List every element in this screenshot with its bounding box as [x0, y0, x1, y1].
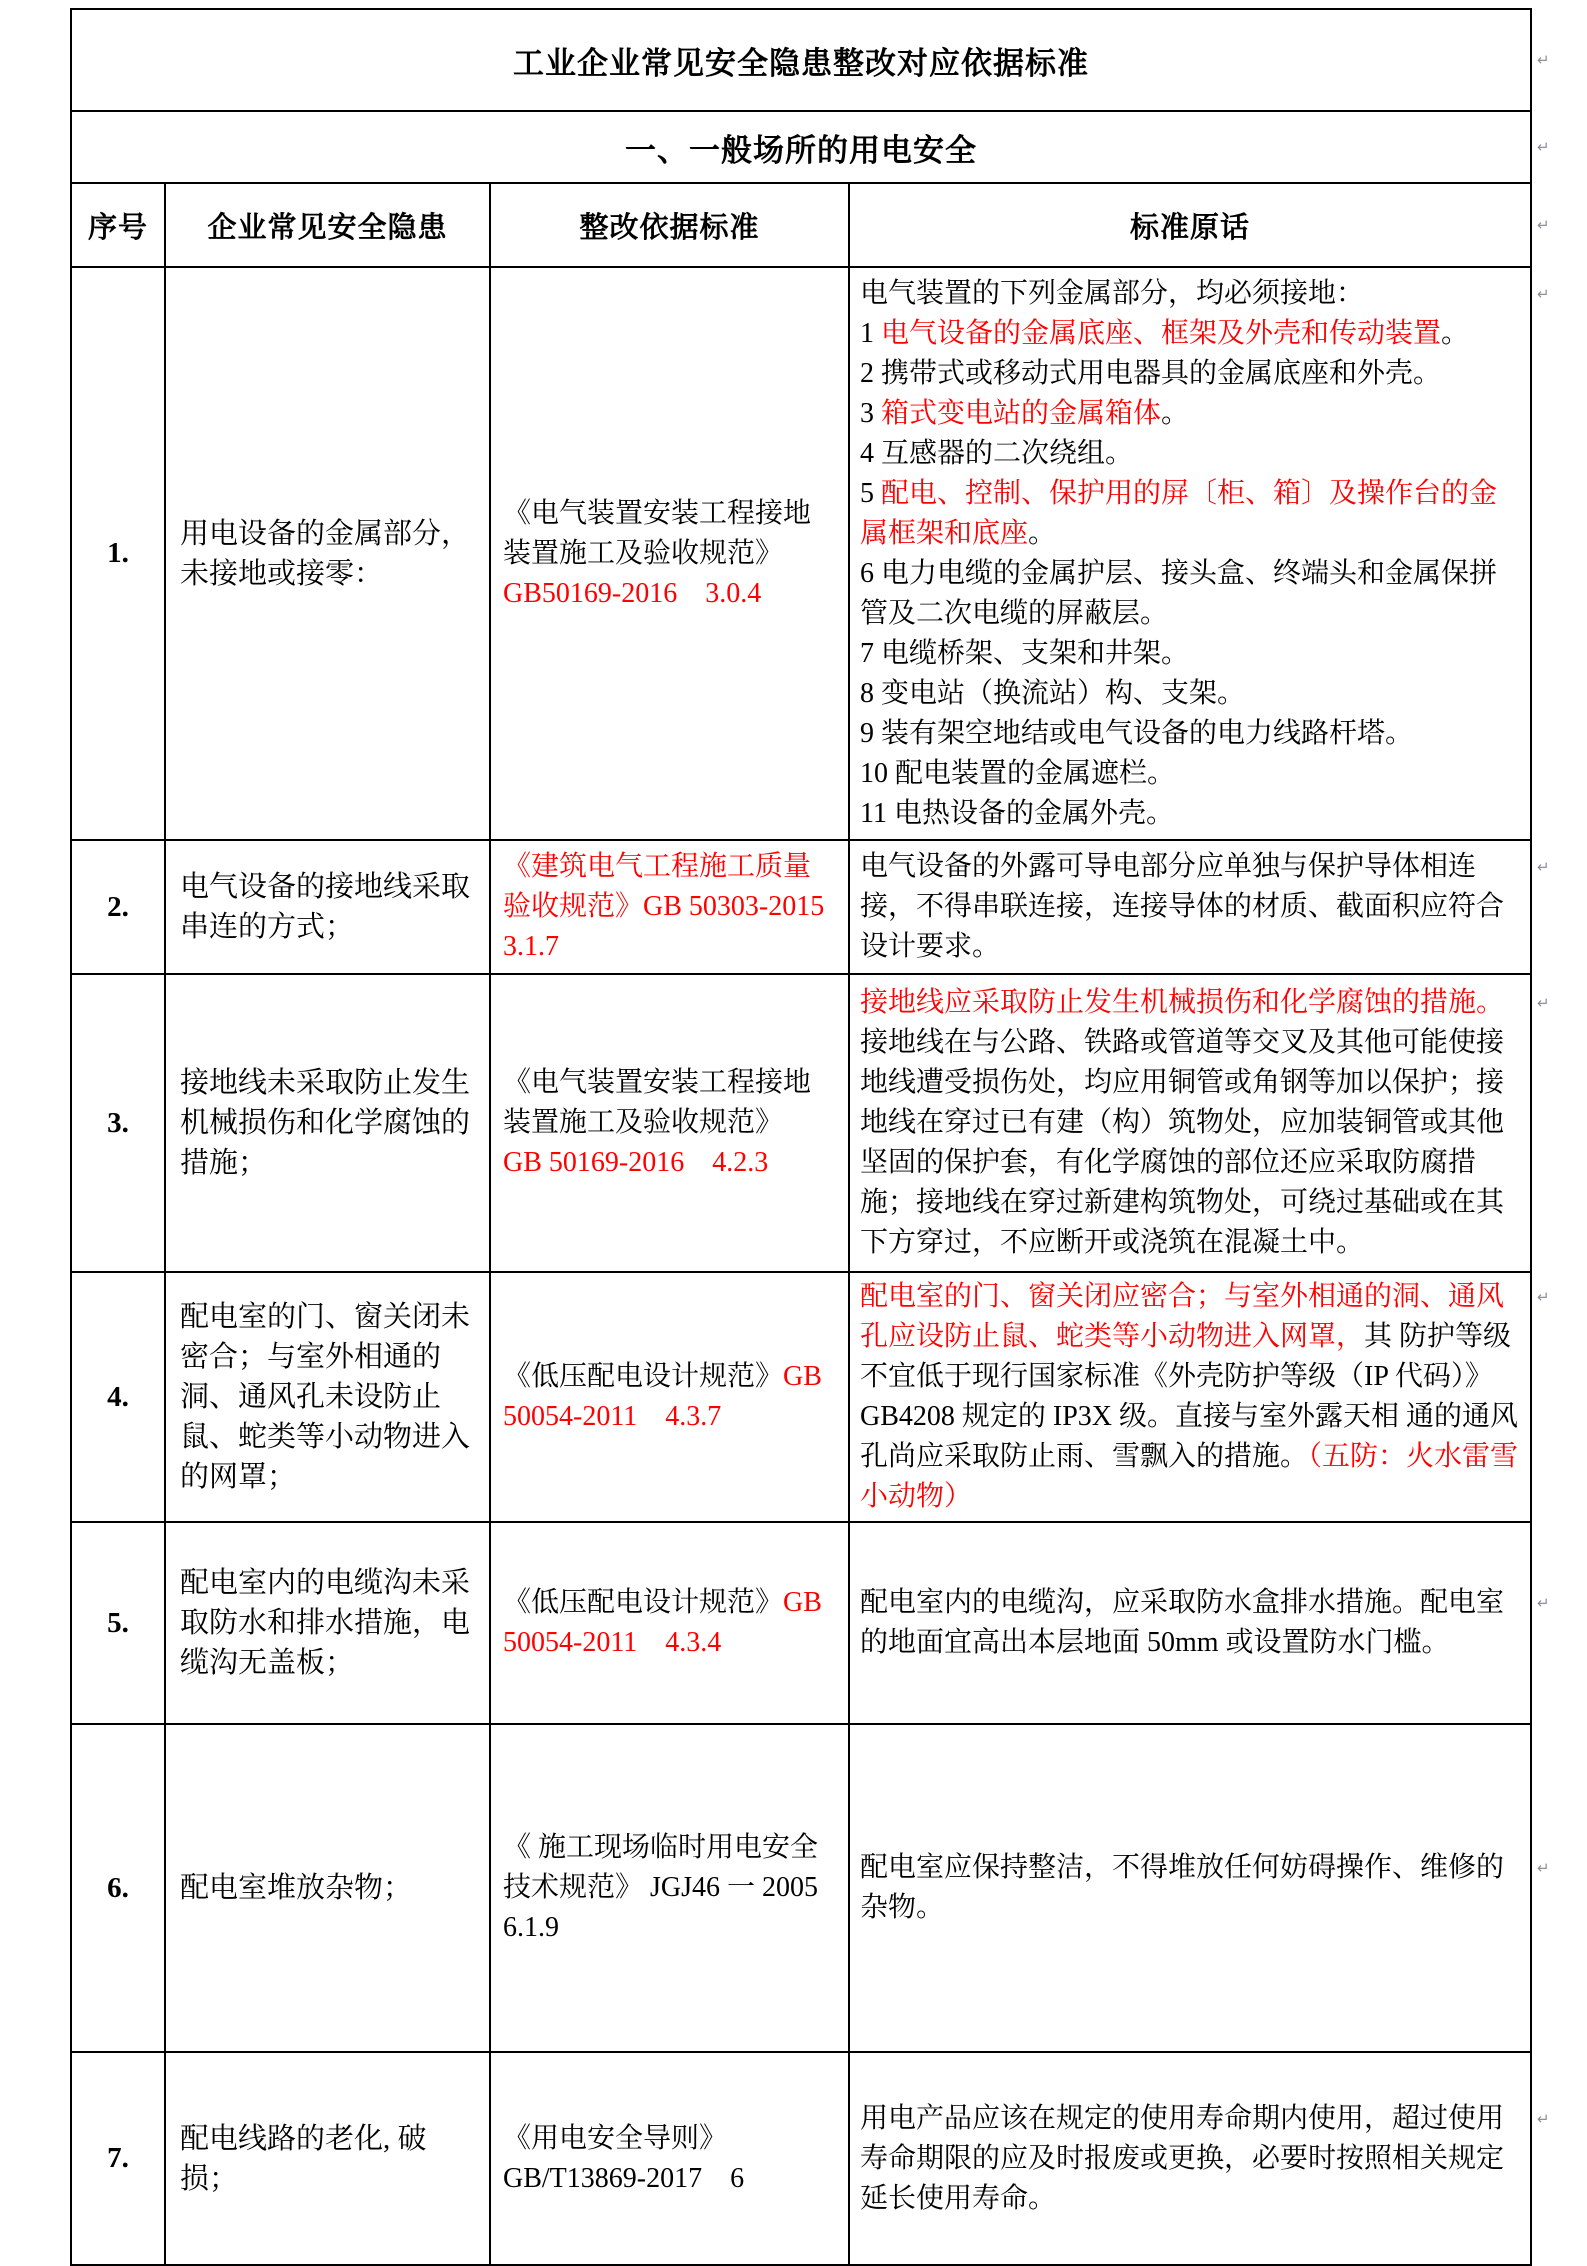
- text-segment: 电气设备的金属底座、框架及外壳和传动装置: [881, 317, 1442, 349]
- paragraph-mark-icon: ↵: [1537, 1859, 1550, 1877]
- cell-hazard: [165, 974, 490, 1272]
- paragraph-mark-icon: ↵: [1537, 994, 1550, 1012]
- cell-serial-number: 4.: [71, 1272, 165, 1522]
- cell-hazard: [165, 840, 490, 974]
- paragraph: [860, 714, 1522, 754]
- table-row: [71, 1724, 1531, 2052]
- paragraph: [180, 2119, 475, 2199]
- text-segment: 。: [1028, 517, 1057, 549]
- paragraph: [503, 1828, 838, 1948]
- text-segment: 接地线在与公路、铁路或管道等交叉及其他可能使接地线遭受损伤处，均应用铜管或角钢等加以保护；接地线在穿过已有建（构）筑物处，应加装铜管或其他坚固的保护套，有化学腐蚀的部位还应采取防腐措施；接地线在穿过新建构筑物处，可绕过基础或在其下方穿过，不应断开或浇筑在混凝土中。: [860, 1027, 1505, 1258]
- col-header-hazard: 企业常见安全隐患: [165, 183, 490, 267]
- paragraph-mark-icon: ↵: [1537, 2110, 1550, 2128]
- paragraph: [503, 2159, 838, 2199]
- paragraph: [180, 1297, 475, 1497]
- cell-original: [849, 267, 1531, 840]
- text-segment: GB 50169-2016 4.2.3: [503, 1147, 769, 1178]
- text-segment: 电气装置的下列金属部分，均必须接地：: [860, 277, 1365, 309]
- text-segment: 电气设备的外露可导电部分应单独与保护导体相连接，不得串联连接，连接导体的材质、截面积应符合设计要求。: [860, 851, 1505, 962]
- paragraph: [503, 494, 838, 574]
- cell-serial-number: 5.: [71, 1522, 165, 1724]
- cell-serial-number: 1.: [71, 267, 165, 840]
- text-segment: 《电气装置安装工程接地装置施工及验收规范》: [503, 497, 812, 569]
- cell-serial-number: 6.: [71, 1724, 165, 2052]
- cell-serial-number: 7.: [71, 2052, 165, 2265]
- text-segment: 接地线应采取防止发生机械损伤和化学腐蚀的措施。: [860, 987, 1505, 1018]
- paragraph-mark-icon: ↵: [1537, 51, 1550, 69]
- text-segment: 配电、控制、保护用的屏〔柜、箱〕及操作台的金属框架和底座: [860, 477, 1498, 549]
- text-segment: 11 电热设备的金属外壳。: [860, 797, 1174, 829]
- cell-original: [849, 1724, 1531, 2052]
- cell-hazard: [165, 1272, 490, 1522]
- cell-standard: [490, 2052, 849, 2265]
- text-segment: 《电气装置安装工程接地装置施工及验收规范》: [503, 1067, 812, 1138]
- cell-hazard: [165, 267, 490, 840]
- paragraph: [860, 1583, 1522, 1663]
- text-segment: 《建筑电气工程施工质量验收规范》GB 50303-2015 3.1.7: [503, 851, 825, 962]
- paragraph-mark-icon: ↵: [1537, 216, 1550, 234]
- paragraph: [503, 574, 838, 614]
- paragraph: [860, 794, 1522, 834]
- text-segment: 8 变电站（换流站）构、支架。: [860, 677, 1246, 709]
- cell-original: [849, 1272, 1531, 1522]
- table-row: [71, 2052, 1531, 2265]
- paragraph: [860, 1023, 1522, 1263]
- paragraph: [180, 514, 475, 594]
- paragraph: [503, 1583, 838, 1663]
- paragraph-mark-icon: ↵: [1537, 1594, 1550, 1612]
- paragraph-mark-icon: ↵: [1537, 1288, 1550, 1306]
- text-segment: 箱式变电站的金属箱体: [881, 397, 1162, 429]
- paragraph: [860, 634, 1522, 674]
- table-row: [71, 840, 1531, 974]
- cell-hazard: [165, 2052, 490, 2265]
- cell-original: [849, 2052, 1531, 2265]
- paragraph: [503, 1357, 838, 1437]
- paragraph: [180, 1063, 475, 1183]
- paragraph: [860, 1848, 1522, 1928]
- cell-hazard: [165, 1522, 490, 1724]
- text-segment: 《低压配电设计规范》: [503, 1587, 784, 1618]
- header-row: [71, 183, 1531, 267]
- text-segment: 《 施工现场临时用电安全技术规范》 JGJ46 一 2005 6.1.9: [503, 1832, 819, 1943]
- cell-original: [849, 1522, 1531, 1724]
- text-segment: GB/T13869-2017 6: [503, 2162, 745, 2194]
- text-segment: GB 50054-2011 4.3.7: [503, 1361, 822, 1432]
- table-row: [71, 267, 1531, 840]
- text-segment: 《低压配电设计规范》: [503, 1361, 784, 1392]
- text-segment: 7 电缆桥架、支架和井架。: [860, 637, 1190, 669]
- cell-standard: [490, 974, 849, 1272]
- section-row: [71, 111, 1531, 183]
- text-segment: 配电室的门、窗关闭应密合；与室外相通的洞、通风孔应设防止鼠、蛇类等小动物进入网罩，: [860, 1281, 1505, 1352]
- text-segment: 3: [860, 397, 881, 429]
- text-segment: GB 50054-2011 4.3.4: [503, 1587, 822, 1658]
- paragraph: [860, 434, 1522, 474]
- paragraph: [860, 274, 1522, 314]
- standards-table: [70, 8, 1532, 2266]
- text-segment: 。: [1161, 397, 1190, 429]
- paragraph: [503, 847, 838, 967]
- text-segment: 2 携带式或移动式用电器具的金属底座和外壳。: [860, 357, 1442, 389]
- cell-standard: [490, 1522, 849, 1724]
- paragraph: [503, 1063, 838, 1143]
- paragraph: [860, 674, 1522, 714]
- cell-standard: [490, 1272, 849, 1522]
- paragraph: [860, 754, 1522, 794]
- cell-original: [849, 840, 1531, 974]
- paragraph: [860, 847, 1522, 967]
- text-segment: GB50169-2016 3.0.4: [503, 577, 762, 609]
- text-segment: 6 电力电缆的金属护层、接头盒、终端头和金属保拼管及二次电缆的屏蔽层。: [860, 557, 1498, 629]
- col-header-original: 标准原话: [849, 183, 1531, 267]
- text-segment: 9 装有架空地结或电气设备的电力线路杆塔。: [860, 717, 1414, 749]
- paragraph: [503, 1143, 838, 1183]
- text-segment: 10 配电装置的金属遮栏。: [860, 757, 1176, 789]
- paragraph: [180, 867, 475, 947]
- col-header-standard: 整改依据标准: [490, 183, 849, 267]
- text-segment: 1: [860, 317, 881, 349]
- paragraph: [860, 1277, 1522, 1517]
- section-title: 一、一般场所的用电安全: [71, 111, 1531, 183]
- text-segment: 配电线路的老化, 破损；: [180, 2122, 427, 2195]
- paragraph: [860, 2099, 1522, 2219]
- text-segment: 电气设备的接地线采取串连的方式；: [180, 871, 471, 943]
- table-row: [71, 1522, 1531, 1724]
- document-title: 工业企业常见安全隐患整改对应依据标准: [71, 9, 1531, 111]
- cell-standard: [490, 267, 849, 840]
- paragraph: [860, 394, 1522, 434]
- paragraph-mark-icon: ↵: [1537, 285, 1550, 303]
- paragraph: [180, 1868, 475, 1908]
- col-header-no: 序号: [71, 183, 165, 267]
- paragraph: [860, 354, 1522, 394]
- text-segment: 用电设备的金属部分，未接地或接零：: [180, 517, 471, 590]
- text-segment: 。: [1441, 317, 1470, 349]
- text-segment: 《用电安全导则》: [503, 2122, 728, 2154]
- paragraph: [860, 983, 1522, 1023]
- text-segment: 配电室内的电缆沟，应采取防水盒排水措施。配电室的地面宜高出本层地面 50mm 或设置防水门槛。: [860, 1587, 1505, 1658]
- cell-hazard: [165, 1724, 490, 2052]
- text-segment: 4 互感器的二次绕组。: [860, 437, 1134, 469]
- text-segment: 配电室应保持整洁，不得堆放任何妨碍操作、维修的杂物。: [860, 1852, 1505, 1923]
- text-segment: 配电室堆放杂物；: [180, 1872, 413, 1904]
- text-segment: 配电室的门、窗关闭未密合；与室外相通的洞、通风孔未设防止鼠、蛇类等小动物进入的网罩；: [180, 1301, 471, 1493]
- paragraph-mark-icon: ↵: [1537, 858, 1550, 876]
- table-row: [71, 974, 1531, 1272]
- paragraph: [860, 554, 1522, 634]
- text-segment: 用电产品应该在规定的使用寿命期内使用，超过使用寿命期限的应及时报废或更换，必要时按照相关规定延长使用寿命。: [860, 2102, 1505, 2214]
- title-row: [71, 9, 1531, 111]
- text-segment: 配电室内的电缆沟未采取防水和排水措施，电缆沟无盖板；: [180, 1567, 471, 1679]
- text-segment: 接地线未采取防止发生机械损伤和化学腐蚀的措施；: [180, 1067, 471, 1179]
- table-row: [71, 1272, 1531, 1522]
- table-body: [71, 267, 1531, 2265]
- text-segment: （五防：火水雷雪小动物）: [860, 1441, 1519, 1512]
- paragraph: [180, 1563, 475, 1683]
- cell-serial-number: 2.: [71, 840, 165, 974]
- paragraph: [503, 2119, 838, 2159]
- paragraph: [860, 474, 1522, 554]
- cell-standard: [490, 1724, 849, 2052]
- text-segment: 其 防护等级不宜低于现行国家标准《外壳防护等级（IP 代码）》GB4208 规定的 IP3X 级。直接与室外露天相 通的通风孔尚应采取防止雨、雪飘入的措施。: [860, 1321, 1519, 1472]
- cell-original: [849, 974, 1531, 1272]
- cell-serial-number: 3.: [71, 974, 165, 1272]
- text-segment: 5: [860, 477, 881, 509]
- cell-standard: [490, 840, 849, 974]
- paragraph: [860, 314, 1522, 354]
- paragraph-mark-icon: ↵: [1537, 138, 1550, 156]
